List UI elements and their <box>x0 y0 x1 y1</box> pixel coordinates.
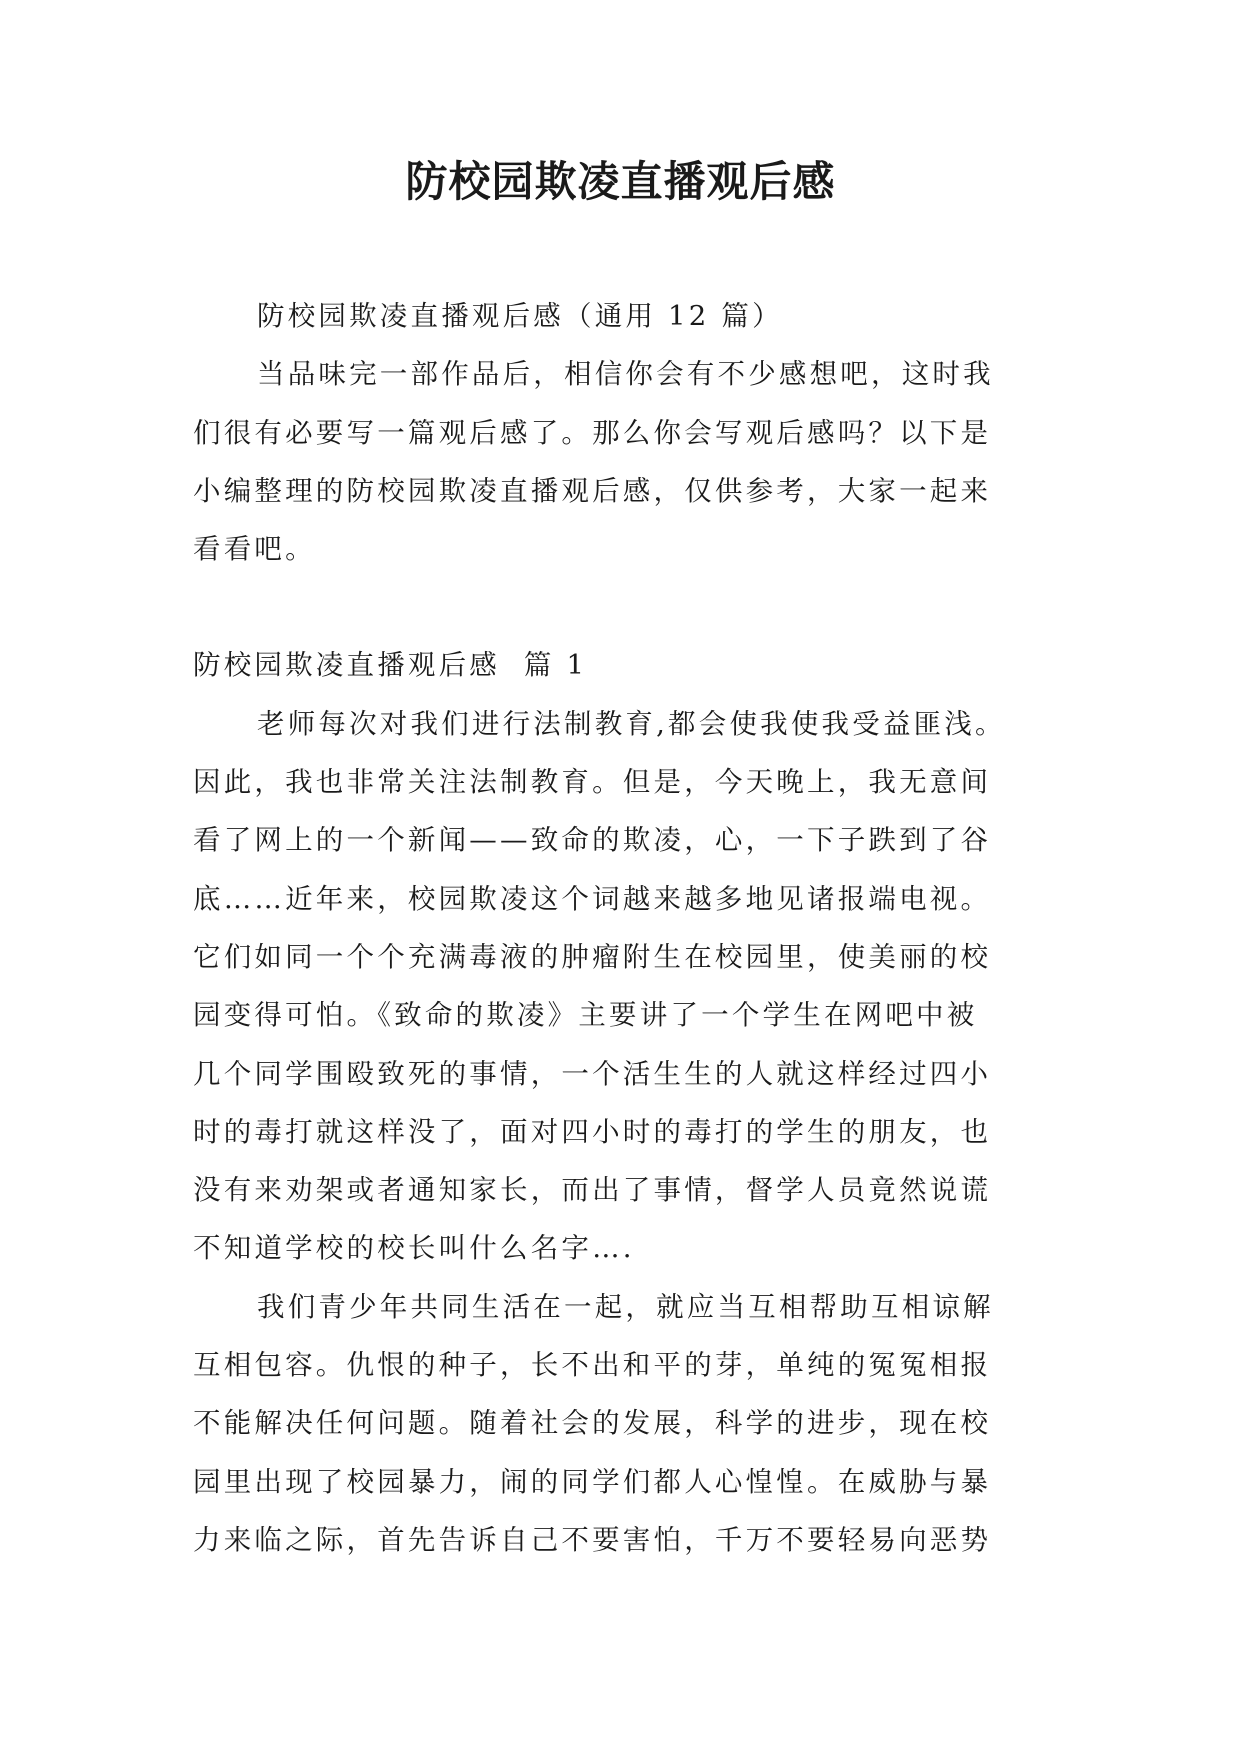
body-paragraph-2 <box>193 1278 1055 1569</box>
paragraph-line: 互相包容。仇恨的种子，长不出和平的芽，单纯的冤冤相报 <box>193 1349 992 1382</box>
paragraph-line: 几个同学围殴致死的事情，一个活生生的人就这样经过四小 <box>193 1057 992 1090</box>
intro-line: 们很有必要写一篇观后感了。那么你会写观后感吗？以下是 <box>193 416 992 449</box>
paragraph-line: 不知道学校的校长叫什么名字…. <box>193 1232 635 1265</box>
paragraph-line: 老师每次对我们进行法制教育,都会使我使我受益匪浅。 <box>257 707 1006 740</box>
paragraph-line: 时的毒打就这样没了，面对四小时的毒打的学生的朋友，也 <box>193 1115 992 1148</box>
intro-line: 当品味完一部作品后，相信你会有不少感想吧，这时我 <box>257 358 994 391</box>
paragraph-line: 它们如同一个个充满毒液的肿瘤附生在校园里，使美丽的校 <box>193 940 992 973</box>
section-heading: 防校园欺凌直播观后感 篇 1 <box>193 649 588 682</box>
intro-paragraph <box>193 345 1055 578</box>
paragraph-line: 我们青少年共同生活在一起，就应当互相帮助互相谅解 <box>257 1290 994 1323</box>
paragraph-line: 看了网上的一个新闻——致命的欺凌，心，一下子跌到了谷 <box>193 824 992 857</box>
paragraph-line: 底……近年来，校园欺凌这个词越来越多地见诸报端电视。 <box>193 882 992 915</box>
paragraph-line: 园变得可怕。《致命的欺凌》主要讲了一个学生在网吧中被 <box>193 999 978 1032</box>
paragraph-line: 不能解决任何问题。随着社会的发展，科学的进步，现在校 <box>193 1407 992 1440</box>
paragraph-line: 因此，我也非常关注法制教育。但是，今天晚上，我无意间 <box>193 766 992 799</box>
document-body <box>193 287 1055 1569</box>
paragraph-line: 园里出现了校园暴力，闹的同学们都人心惶惶。在威胁与暴 <box>193 1465 992 1498</box>
intro-line: 看看吧。 <box>193 533 316 566</box>
paragraph-line: 没有来劝架或者通知家长，而出了事情，督学人员竟然说谎 <box>193 1174 992 1207</box>
document-title: 防校园欺凌直播观后感 <box>405 157 836 206</box>
body-paragraph-1 <box>193 695 1055 1278</box>
subtitle: 防校园欺凌直播观后感（通用 12 篇） <box>257 300 783 332</box>
intro-line: 小编整理的防校园欺凌直播观后感，仅供参考，大家一起来 <box>193 474 992 507</box>
paragraph-line: 力来临之际，首先告诉自己不要害怕，千万不要轻易向恶势 <box>193 1523 992 1556</box>
